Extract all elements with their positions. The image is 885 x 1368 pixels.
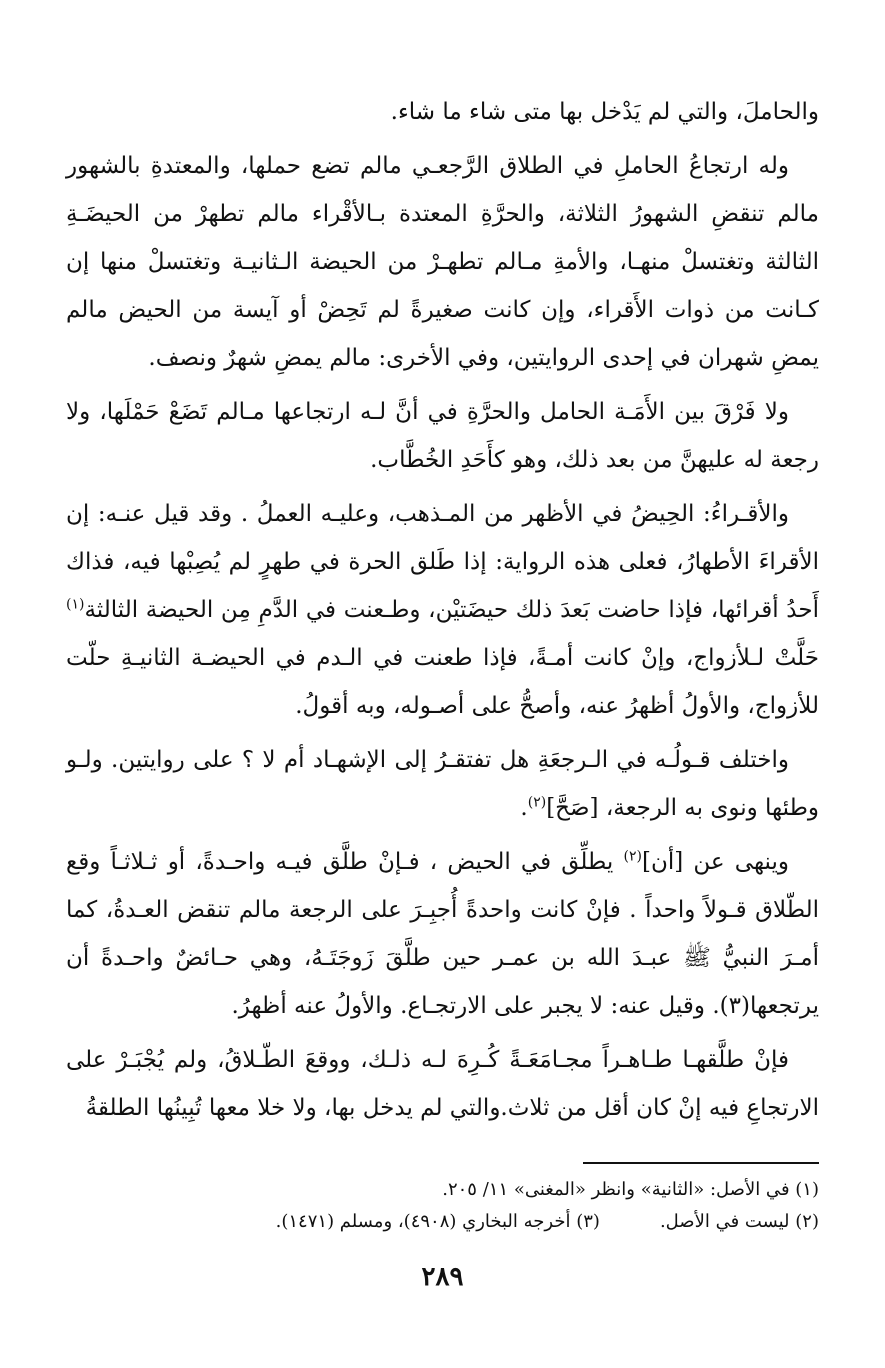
footnote-divider xyxy=(583,1162,819,1164)
paragraph-text-continued: حَلَّتْ لـلأزواج، وإنْ كانت أمـةً، فإذا طعنت في الـدم في الحيضـة الثانيـةِ حلّت للأزواج، والأولُ أظهرُ عنه، وأصحُّ على أصـوله، وبه أقولُ. xyxy=(66,645,819,719)
footnote-ref-1[interactable]: (١) xyxy=(66,596,85,613)
paragraph-text: ولا فَرْقَ بين الأَمَـة الحامل والحرَّةِ في أنَّ لـه ارتجاعها مـالم تَضَعْ حَمْلَها، ولا رجعة له عليهنَّ من بعد ذلك، وهو كأَحَدِ الخُطَّاب. xyxy=(66,399,819,473)
paragraph-text: فإنْ طلَّقهـا طـاهـراً مجـامَعَـةً كُـرِهَ لـه ذلـك، ووقعَ الطّـلاقُ، ولم يُجْبَـرْ على الارتجاعِ فيه إنْ كان أقل من ثلاث.والتي لم يدخل بها، ولا خلا معها تُبِينُها الطلقةُ xyxy=(66,1047,819,1121)
page-number: ٢٨٩ xyxy=(421,1262,464,1292)
paragraph-6 xyxy=(66,838,819,1030)
paragraph-7 xyxy=(66,1036,819,1132)
footnote-1: (١) في الأصل: «الثانية» وانظر «المغنى» ١١/ ٢٠٥. xyxy=(442,1179,819,1200)
paragraph-5 xyxy=(66,736,819,832)
footnote-ref-2b[interactable]: (٢) xyxy=(623,848,642,865)
paragraph-text-continued: يطلِّق في الحيض ، فـإنْ طلَّق فيـه واحـدةً، أو ثـلاثـاً وقع الطّلاق قـولاً واحداً . فإنْ كانت واحدةً أُجبِـرَ على الرجعة مالم تنقض العـدةُ، كما أمـرَ النبيُّ ﷺ عبـدَ الله بن عمـر حين طلَّقَ زَوجَتَـهُ، وهي حـائضٌ واحـدةً أن يرتجعها(٣). وقيل عنه: لا يجبر على الارتجـاع. والأولُ عنه أظهرُ. xyxy=(66,849,819,1019)
footnote-line-1 xyxy=(66,1174,819,1206)
paragraph-text: والحاملَ، والتي لم يَدْخل بها متى شاء ما شاء. xyxy=(390,99,819,125)
paragraph-text: واختلف قـولُـه في الـرجعَةِ هل تفتقـرُ إلى الإشهـاد أم لا ؟ على روايتين. ولـو وطئها ونوى به الرجعة، [صَحَّ] xyxy=(66,747,819,821)
paragraph-1 xyxy=(66,88,819,136)
paragraph-3 xyxy=(66,388,819,484)
paragraph-4 xyxy=(66,490,819,730)
footnote-ref-2[interactable]: (٢) xyxy=(527,794,547,811)
paragraph-2 xyxy=(66,142,819,382)
main-text xyxy=(66,88,819,1138)
footnote-2: (٢) ليست في الأصل. xyxy=(659,1211,819,1232)
paragraph-text: والأقـراءُ: الحِيضُ في الأظهر من المـذهب، وعليـه العملُ . وقد قيل عنـه: إن الأقراءَ الأطهارُ، فعلى هذه الرواية: إذا طَلق الحرة في طهرٍ لم يُصِبْها فيه، فذاك أَحدُ أقرائها، فإذا حاضت بَعدَ ذلك حيضَتيْن، وطـعنت في الدَّمِ مِن الحيضة الثالثة xyxy=(66,501,819,623)
paragraph-text: وينهى عن [أن] xyxy=(641,849,789,875)
paragraph-text: وله ارتجاعُ الحاملِ في الطلاق الرَّجعـي مالم تضع حملها، والمعتدةِ بالشهور مالم تنقضِ الشهورُ الثلاثة، والحرَّةِ المعتدة بـالأقْراء مالم تطهرْ من الحيضَـةِ الثالثة وتغتسلْ منهـا، والأمةِ مـالم تطهـرْ من الحيضة الـثانيـة وتغتسلْ منها إن كـانت من ذوات الأَقراء، وإن كانت صغيرةً لم تَحِضْ أو آيسة من الحيض مالم يمضِ شهران في إحدى الروايتين، وفي الأخرى: مالم يمضِ شهرٌ ونصف. xyxy=(66,153,819,371)
footnote-3: (٣) أخرجه البخاري (٤٩٠٨)، ومسلم (١٤٧١). xyxy=(275,1211,600,1232)
paragraph-text-continued: . xyxy=(520,795,528,821)
footnotes xyxy=(66,1174,819,1238)
footnote-line-2 xyxy=(66,1206,819,1238)
